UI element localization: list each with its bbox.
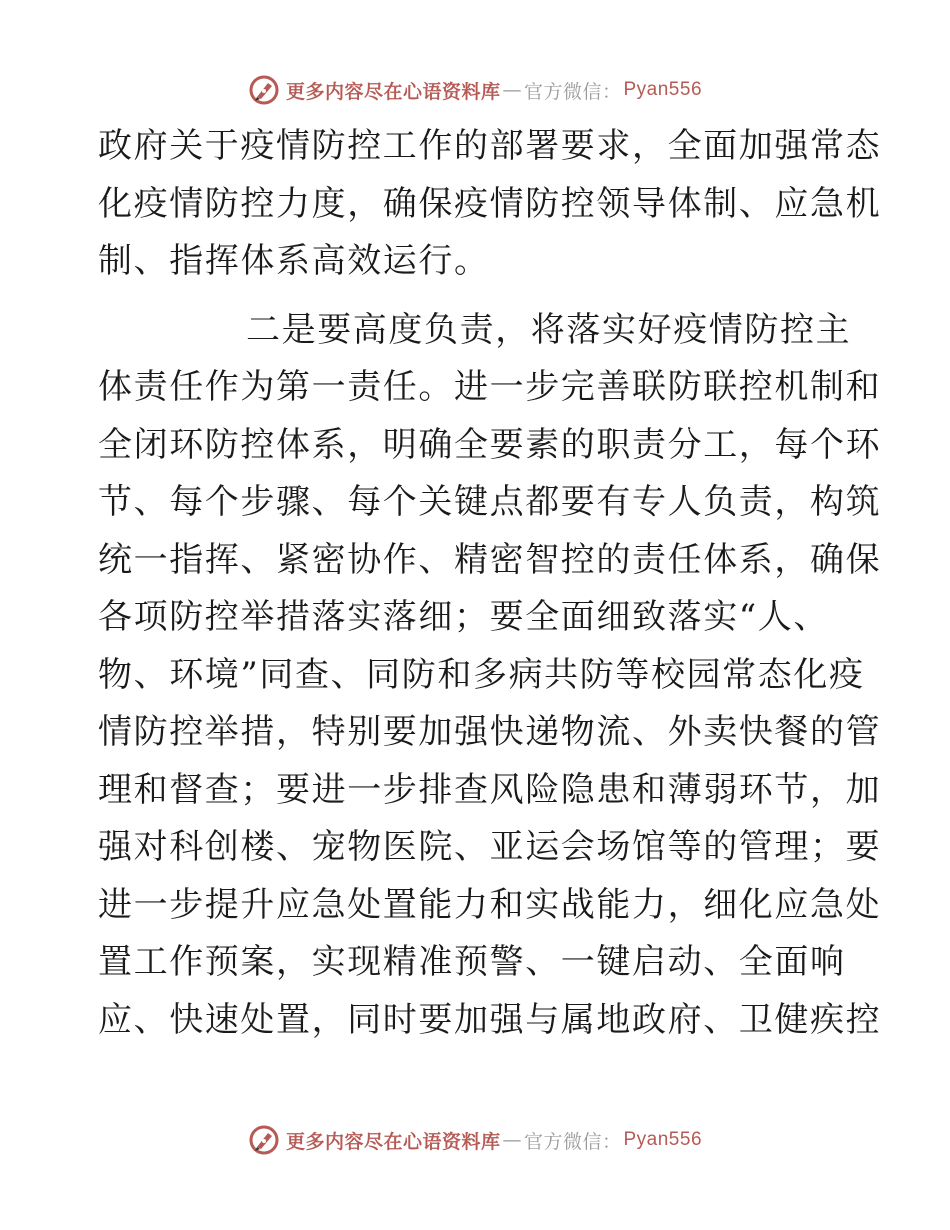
watermark-dash: — bbox=[502, 1129, 522, 1151]
document-body bbox=[98, 118, 882, 1049]
watermark-id: Pyan556 bbox=[623, 1129, 703, 1150]
paragraph-1 bbox=[98, 118, 882, 291]
watermark-sub: 官方微信： bbox=[523, 80, 622, 103]
watermark-sub: 官方微信： bbox=[523, 1130, 622, 1153]
footer-watermark bbox=[0, 1120, 950, 1160]
paragraph-2 bbox=[98, 302, 882, 1050]
text-line: 制、指挥体系高效运行。 bbox=[98, 241, 490, 281]
watermark-dash: — bbox=[502, 79, 522, 101]
text-line: 情防控举措，特别要加强快递物流、外卖快餐的管 bbox=[98, 712, 882, 752]
text-line: 理和督查；要进一步排查风险隐患和薄弱环节，加 bbox=[98, 769, 882, 810]
watermark-main: 更多内容尽在心语资料库 bbox=[285, 80, 501, 103]
watermark-main: 更多内容尽在心语资料库 bbox=[285, 1130, 501, 1153]
watermark-text bbox=[286, 1127, 702, 1154]
text-line: 应、快速处置，同时要加强与属地政府、卫健疾控 bbox=[98, 999, 882, 1040]
text-line: 二是要高度负责，将落实好疫情防控主 bbox=[246, 309, 852, 350]
text-line: 政府关于疫情防控工作的部署要求，全面加强常态 bbox=[98, 126, 882, 166]
paragraph-gap bbox=[98, 291, 850, 302]
text-line: 物、环境”同查、同防和多病共防等校园常态化疫 bbox=[98, 654, 865, 695]
text-line: 化疫情防控力度，确保疫情防控领导体制、应急机 bbox=[98, 183, 882, 224]
text-line: 全闭环防控体系，明确全要素的职责分工，每个环 bbox=[98, 424, 882, 465]
watermark-id: Pyan556 bbox=[623, 79, 703, 100]
text-line: 强对科创楼、宠物医院、亚运会场馆等的管理；要 bbox=[98, 827, 882, 867]
text-line: 各项防控举措落实落细；要全面细致落实“人、 bbox=[98, 597, 829, 637]
pen-circle-logo-icon bbox=[248, 1124, 280, 1156]
pen-circle-logo-icon bbox=[248, 74, 280, 106]
text-line: 置工作预案，实现精准预警、一键启动、全面响 bbox=[98, 942, 846, 982]
text-line: 体责任作为第一责任。进一步完善联防联控机制和 bbox=[98, 367, 882, 407]
text-line: 进一步提升应急处置能力和实战能力，细化应急处 bbox=[98, 884, 882, 925]
text-line: 节、每个步骤、每个关键点都要有专人负责，构筑 bbox=[98, 482, 882, 522]
header-watermark bbox=[0, 70, 950, 110]
watermark-text bbox=[286, 77, 702, 104]
text-line: 统一指挥、紧密协作、精密智控的责任体系，确保 bbox=[98, 539, 882, 580]
